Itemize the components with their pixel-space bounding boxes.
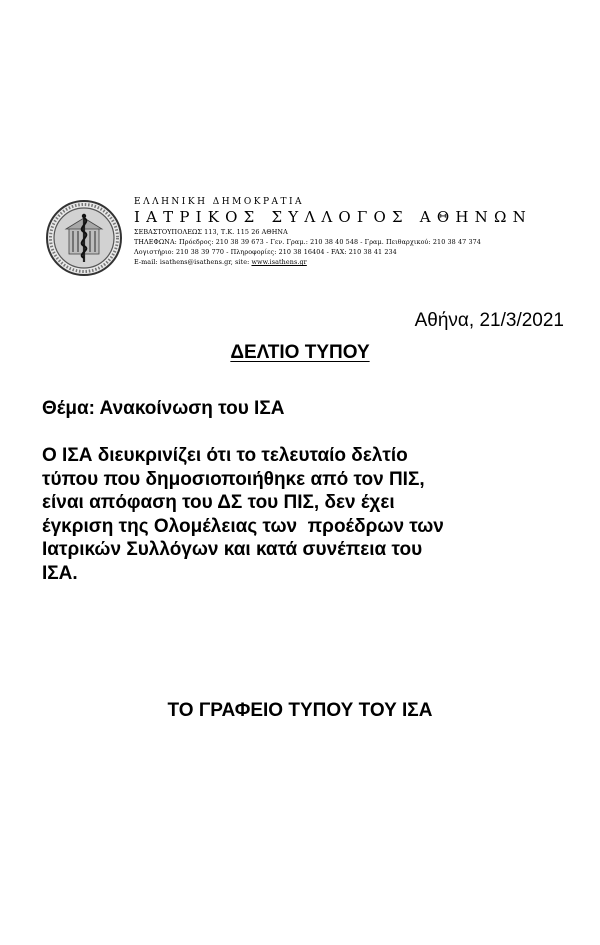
organization-accounting: Λογιστήριο: 210 38 39 770 - Πληροφορίες: 210 38 16404 - FAX: 210 38 41 234 (134, 248, 397, 256)
body-line: ΙΣΑ. (42, 562, 78, 584)
organization-contact (134, 257, 584, 267)
body-line: Ιατρικών Συλλόγων και κατά συνέπεια του (42, 539, 423, 560)
republic-label: ΕΛΛΗΝΙΚΗ ΔΗΜΟΚΡΑΤΙΑ (134, 197, 305, 207)
letterhead (44, 194, 584, 284)
organization-name: ΙΑΤΡΙΚΟΣ ΣΥΛΛΟΓΟΣ ΑΘΗΝΩΝ (134, 208, 532, 226)
document-title (0, 342, 600, 364)
body-line: έγκριση της Ολομέλειας των προέδρων των (42, 515, 444, 537)
email-label: E-mail: isathens@isathens.gr, site: (134, 258, 252, 266)
signature: ΤΟ ΓΡΑΦΕΙΟ ΤΥΠΟΥ ΤΟΥ ΙΣΑ (167, 700, 433, 721)
medical-association-seal-icon (44, 198, 124, 278)
organization-phones: ΤΗΛΕΦΩΝΑ: Πρόεδρος: 210 38 39 673 - Γεν. Γραμ.: 210 38 40 548 - Γραμ. Πειθαρχικού: 210 38 47 374 (134, 238, 481, 246)
website-link[interactable]: www.isathens.gr (251, 258, 307, 266)
body-line: Ο ΙΣΑ διευκρινίζει ότι το τελευταίο δελτίο (42, 445, 408, 466)
document-title-text: ΔΕΛΤΙΟ ΤΥΠΟΥ (230, 342, 370, 363)
document-subject: Θέμα: Ανακοίνωση του ΙΣΑ (42, 398, 285, 419)
body-line: τύπου που δημοσιοποιήθηκε από τον ΠΙΣ, (42, 468, 425, 490)
organization-address: ΣΕΒΑΣΤΟΥΠΟΛΕΩΣ 113, Τ.Κ. 115 26 ΑΘΗΝΑ (134, 228, 288, 236)
body-line: είναι απόφαση του ΔΣ του ΠΙΣ, δεν έχει (42, 492, 395, 513)
document-body (42, 444, 572, 585)
document-date: Αθήνα, 21/3/2021 (414, 310, 564, 331)
